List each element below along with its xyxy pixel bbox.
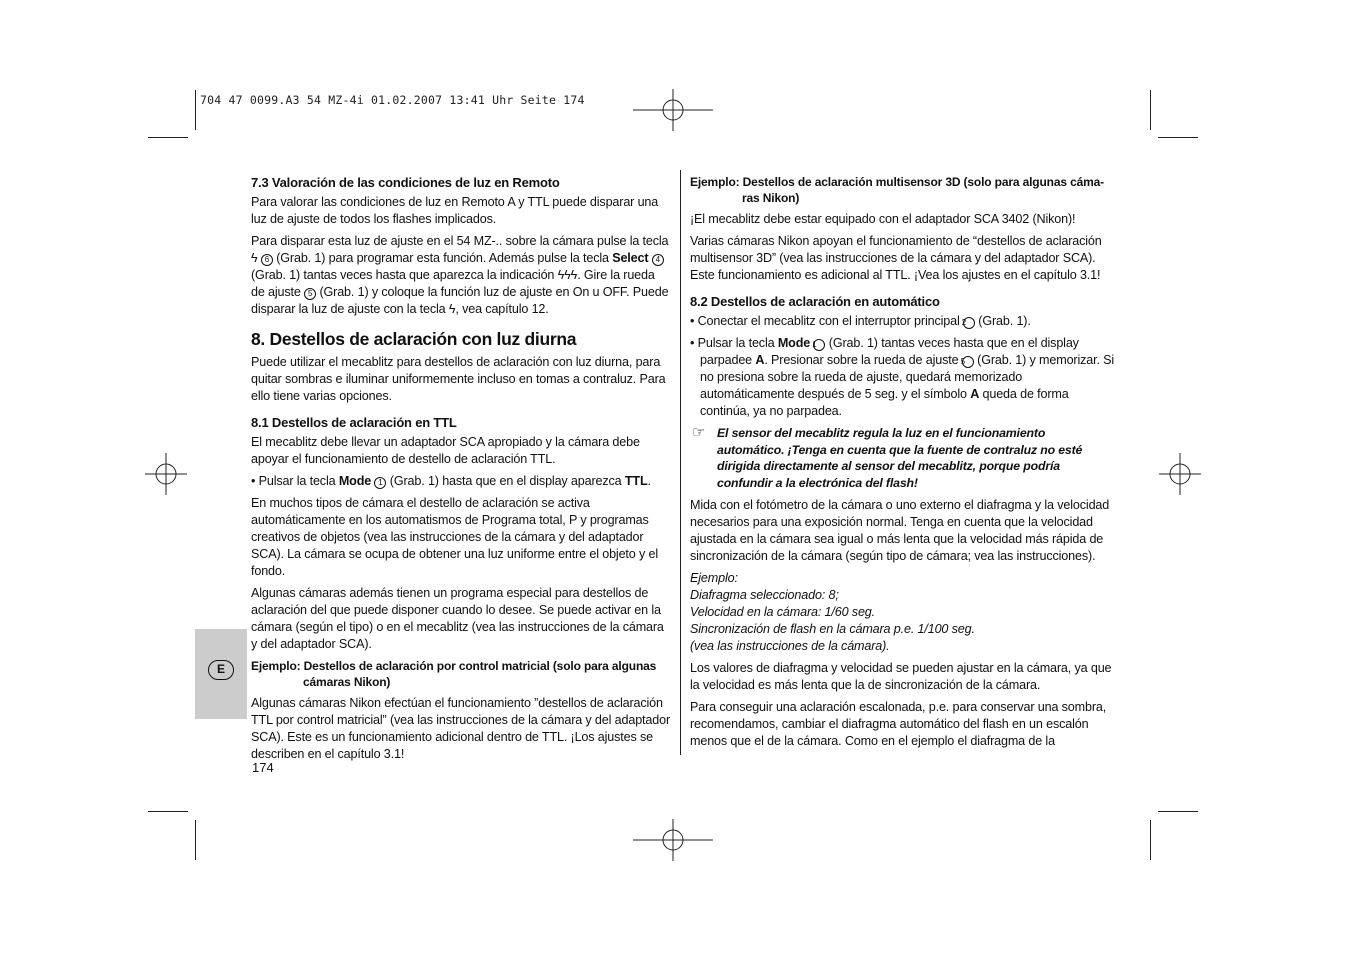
sensor-note: ☞ El sensor del mecablitz regula la luz en el funcionamiento automático. ¡Tenga en cuenta que la fuente de contraluz no esté dirigida directamente al sensor del mecablitz, porque podría confundir a la electrónica del flash! (692, 424, 1083, 490)
select-key-label: Select (612, 251, 649, 265)
left-column (251, 174, 671, 768)
crop-mark-tr-vertical (1150, 90, 1151, 130)
registration-mark-right (1159, 453, 1201, 495)
example-3d-heading: Ejemplo: Destellos de aclaración multisensor 3D (solo para algunas cáma- ras Nikon) (690, 175, 1105, 205)
graduated-fill-paragraph: Para conseguir una aclaración escalonada, p.e. para conservar una sombra, recomendamos, cambiar el diafragma automático del flash en un escalón menos que el de la cámara. Como en el ejemplo el diafragma de la (690, 700, 1107, 748)
section-8-1-paragraph-3: Algunas cámaras además tienen un programa especial para destellos de aclaración del que puede disponer cuando lo desee. Se puede activar en la cámara (según el tipo) o en el mecablitz (vea las instrucciones de la cámara y del adaptador SCA). (251, 586, 664, 651)
example-values: Ejemplo: Diafragma seleccionado: 8; Velocidad en la cámara: 1/60 seg. Sincronización de flash en la cámara p.e. 1/100 seg. (vea las instrucciones de la cámara). (690, 571, 975, 653)
circled-number-1: 1 (374, 477, 386, 489)
section-8-1-heading: 8.1 Destellos de aclaración en TTL (251, 415, 457, 430)
crop-mark-tl-horizontal (148, 137, 188, 138)
registration-mark-left (145, 453, 187, 495)
circled-number-6: 6 (261, 254, 273, 266)
example-3d-paragraph-1: ¡El mecablitz debe estar equipado con el adaptador SCA 3402 (Nikon)! (690, 212, 1076, 226)
circled-number-5: 5 (304, 288, 316, 300)
crop-mark-bl-horizontal (148, 811, 188, 812)
circled-number-2: 2 (963, 317, 975, 329)
page-number: 174 (252, 760, 274, 775)
example-matrix-heading: Ejemplo: Destellos de aclaración por control matricial (solo para algunas cámaras Nikon) (251, 659, 657, 689)
column-divider (680, 170, 681, 755)
section-8-heading: 8. Destellos de aclaración con luz diurna (251, 329, 577, 349)
section-7-3-heading: 7.3 Valoración de las condiciones de luz en Remoto (251, 175, 560, 190)
circled-number-5: 5 (962, 356, 974, 368)
metering-paragraph: Mida con el fotómetro de la cámara o uno externo el diafragma y la velocidad necesarios para una exposición normal. Tenga en cuenta que la velocidad ajustada en la cámara sea igual o más lenta que la velocidad más rápida de sincronización de la cámara (según tipo de cámara; vea las instrucciones). (690, 498, 1110, 563)
language-badge: E (208, 660, 234, 680)
section-7-3-paragraph-2: Para disparar esta luz de ajuste en el 54 MZ-.. sobre la cámara pulse la tecla ϟ 6 (Grab. 1) para programar esta función. Además pulse la tecla Select 4 (Grab. 1) tantas veces hasta que aparezca la indicación ϟϟϟ. Gire la rueda de ajuste 5 (Grab. 1) y coloque la función luz de ajuste en On u OFF. Puede disparar la luz de ajuste con la tecla ϟ, vea capítulo 12. (251, 234, 669, 316)
crop-mark-br-horizontal (1158, 811, 1198, 812)
print-slug: 704 47 0099.A3 54 MZ-4i 01.02.2007 13:41 Uhr Seite 174 (200, 93, 585, 107)
section-8-paragraph: Puede utilizar el mecablitz para destellos de aclaración con luz diurna, para quitar sombras e iluminar uniformemente incluso en tomas a contraluz. Para ello tiene varias opciones. (251, 355, 666, 403)
section-8-2-bullet-2: • Pulsar la tecla Mode 1 (Grab. 1) tantas veces hasta que en el display parpadee A. Presionar sobre la rueda de ajuste 5 (Grab. 1) y memorizar. Si no presiona sobre la rueda de ajuste, quedará memorizado automáticamente después de 5 seg. y el símbolo A queda de forma continúa, ya no parpadea. (690, 336, 1115, 418)
values-paragraph: Los valores de diafragma y velocidad se pueden ajustar en la cámara, ya que la velocidad es más lenta que la de sincronización de la cámara. (690, 661, 1112, 692)
crop-mark-br-vertical (1150, 820, 1151, 860)
pointing-hand-icon: ☞ (692, 424, 706, 441)
section-8-1-bullet: • Pulsar la tecla Mode 1 (Grab. 1) hasta que en el display aparezca TTL. (251, 474, 651, 488)
registration-mark-top (633, 89, 713, 131)
example-matrix-paragraph: Algunas cámaras Nikon efectúan el funcionamiento ”destellos de aclaración TTL por control matricial” (vea las instrucciones de la cámara y del adaptador SCA). Este es un funcionamiento adicional dentro de TTL. ¡Los ajustes se describen en el capítulo 3.1! (251, 696, 671, 761)
triple-bolt-icon: ϟϟϟ (557, 268, 578, 282)
section-8-2-bullet-1: • Conectar el mecablitz con el interruptor principal 2 (Grab. 1). (690, 314, 1031, 328)
crop-mark-tl-vertical (195, 90, 196, 130)
section-8-2-heading: 8.2 Destellos de aclaración en automático (690, 294, 940, 309)
section-8-1-paragraph-1: El mecablitz debe llevar un adaptador SCA apropiado y la cámara debe apoyar el funcionamiento de destello de aclaración TTL. (251, 435, 640, 466)
circled-number-4: 4 (652, 254, 664, 266)
flash-bolt-icon: ϟ (448, 302, 456, 316)
registration-mark-bottom (633, 819, 713, 861)
right-column (690, 174, 1115, 755)
crop-mark-tr-horizontal (1158, 137, 1198, 138)
section-7-3-paragraph-1: Para valorar las condiciones de luz en Remoto A y TTL puede disparar una luz de ajuste de todos los flashes implicados. (251, 195, 659, 226)
crop-mark-bl-vertical (195, 820, 196, 860)
example-3d-paragraph-2: Varias cámaras Nikon apoyan el funcionamiento de “destellos de aclaración multisensor 3D” (vea las instrucciones de la cámara y del adaptador SCA). Este funcionamiento es adicional al TTL. ¡Vea los ajustes en el capítulo 3.1! (690, 234, 1102, 282)
flash-bolt-icon: ϟ (251, 251, 258, 265)
circled-number-1: 1 (813, 339, 825, 351)
section-8-1-paragraph-2: En muchos tipos de cámara el destello de aclaración se activa automáticamente en los automatismos de Programa total, P y programas creativos de objetos (vea las instrucciones de la cámara y del adaptador SCA). La cámara se ocupa de obtener una luz uniforme entre el objeto y el fondo. (251, 496, 658, 578)
language-tab (195, 629, 247, 719)
